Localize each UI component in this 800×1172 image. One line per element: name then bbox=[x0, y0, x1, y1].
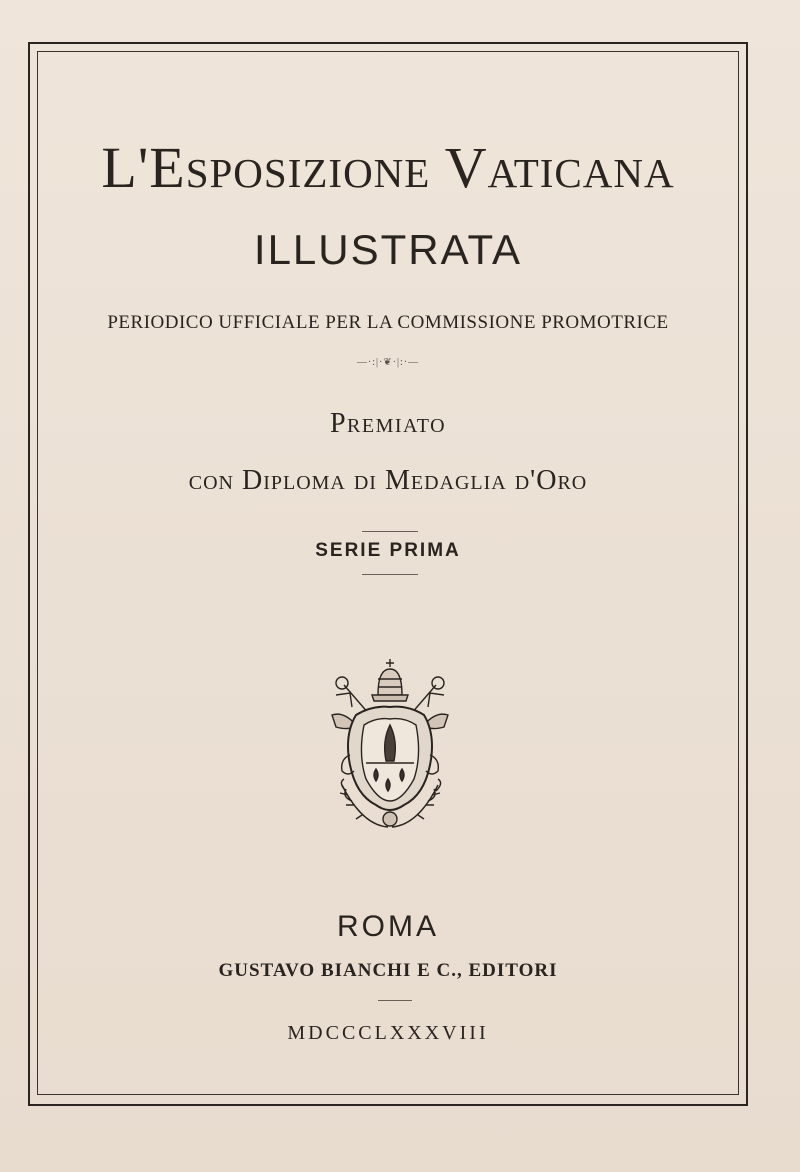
series-label: SERIE PRIMA bbox=[315, 540, 461, 561]
place-of-publication: ROMA bbox=[337, 910, 439, 943]
book-title: L'Esposizione Vaticana bbox=[101, 135, 675, 200]
rule-above-year bbox=[378, 1000, 412, 1001]
ornament-divider: —·:|·❦·|:·— bbox=[356, 357, 420, 368]
rule-above-series bbox=[362, 531, 418, 532]
periodical-description: PERIODICO UFFICIALE PER LA COMMISSIONE PROMOTRICE bbox=[107, 312, 669, 333]
publication-year: MDCCCLXXXVIII bbox=[287, 1022, 489, 1044]
award-line-diploma: con Diploma di Medaglia d'Oro bbox=[188, 465, 588, 496]
book-subtitle: ILLUSTRATA bbox=[253, 226, 523, 273]
publisher-name: GUSTAVO BIANCHI E C., EDITORI bbox=[218, 960, 558, 981]
award-line-premiato: Premiato bbox=[329, 408, 447, 439]
rule-below-series bbox=[362, 574, 418, 575]
papal-coat-of-arms-icon bbox=[322, 655, 458, 835]
